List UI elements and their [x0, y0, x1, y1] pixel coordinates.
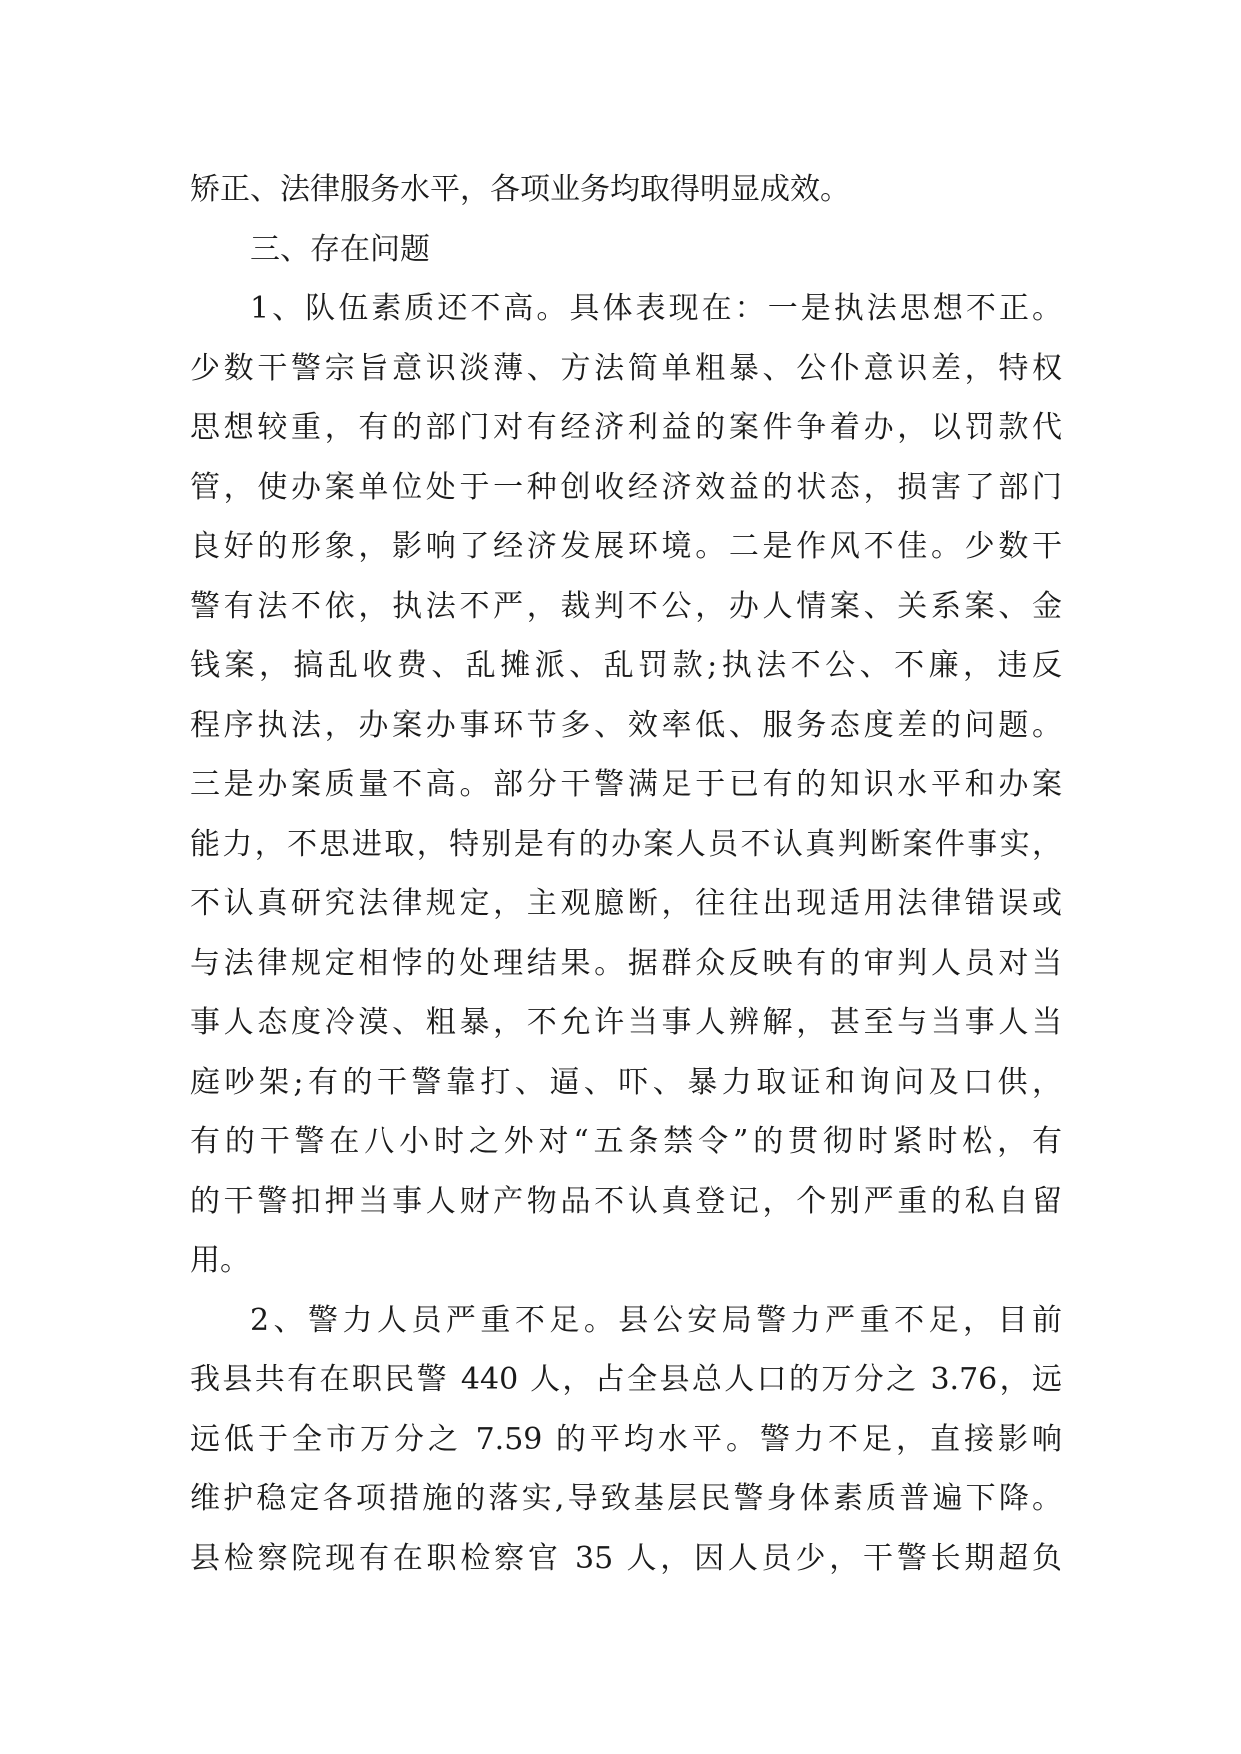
- text-line: 用。: [190, 1243, 250, 1278]
- body-text: [190, 160, 1062, 1588]
- text-line: 能力，不思进取，特别是有的办案人员不认真判断案件事实，: [190, 826, 1062, 862]
- text-line: 少数干警宗旨意识淡薄、方法简单粗暴、公仆意识差，特权: [190, 350, 1062, 386]
- text-line: 有的干警在八小时之外对“五条禁令”的贯彻时紧时松，有: [190, 1124, 1062, 1159]
- text-line: 远低于全市万分之 7.59 的平均水平。警力不足，直接影响: [190, 1421, 1062, 1457]
- text-line: 三是办案质量不高。部分干警满足于已有的知识水平和办案: [190, 767, 1062, 802]
- text-line: 不认真研究法律规定，主观臆断，往往出现适用法律错误或: [190, 886, 1062, 921]
- text-line: 程序执法，办案办事环节多、效率低、服务态度差的问题。: [190, 707, 1062, 743]
- text-line: 庭吵架;有的干警靠打、逼、吓、暴力取证和询问及口供，: [190, 1064, 1062, 1100]
- text-line: 与法律规定相悖的处理结果。据群众反映有的审判人员对当: [190, 945, 1062, 981]
- text-line: 管，使办案单位处于一种创收经济效益的状态，损害了部门: [190, 469, 1062, 505]
- text-line: 事人态度冷漠、粗暴，不允许当事人辨解，甚至与当事人当: [190, 1005, 1062, 1040]
- section-heading: 三、存在问题: [250, 231, 430, 267]
- text-line: 钱案，搞乱收费、乱摊派、乱罚款;执法不公、不廉，违反: [190, 648, 1062, 683]
- text-line: 县检察院现有在职检察官 35 人，因人员少，干警长期超负: [190, 1540, 1062, 1576]
- text-line: 我县共有在职民警 440 人，占全县总人口的万分之 3.76，远: [190, 1362, 1062, 1397]
- text-line: 警有法不依，执法不严，裁判不公，办人情案、关系案、金: [190, 588, 1062, 624]
- text-line: 思想较重，有的部门对有经济利益的案件争着办，以罚款代: [190, 410, 1062, 445]
- text-line: 的干警扣押当事人财产物品不认真登记，个别严重的私自留: [190, 1183, 1062, 1219]
- text-line: 2、警力人员严重不足。县公安局警力严重不足，目前: [250, 1302, 1062, 1338]
- text-line: 矫正、法律服务水平，各项业务均取得明显成效。: [190, 172, 850, 207]
- text-line: 1、队伍素质还不高。具体表现在：一是执法思想不正。: [250, 291, 1062, 326]
- text-line: 维护稳定各项措施的落实,导致基层民警身体素质普遍下降。: [190, 1481, 1062, 1516]
- text-line: 良好的形象，影响了经济发展环境。二是作风不佳。少数干: [190, 529, 1062, 564]
